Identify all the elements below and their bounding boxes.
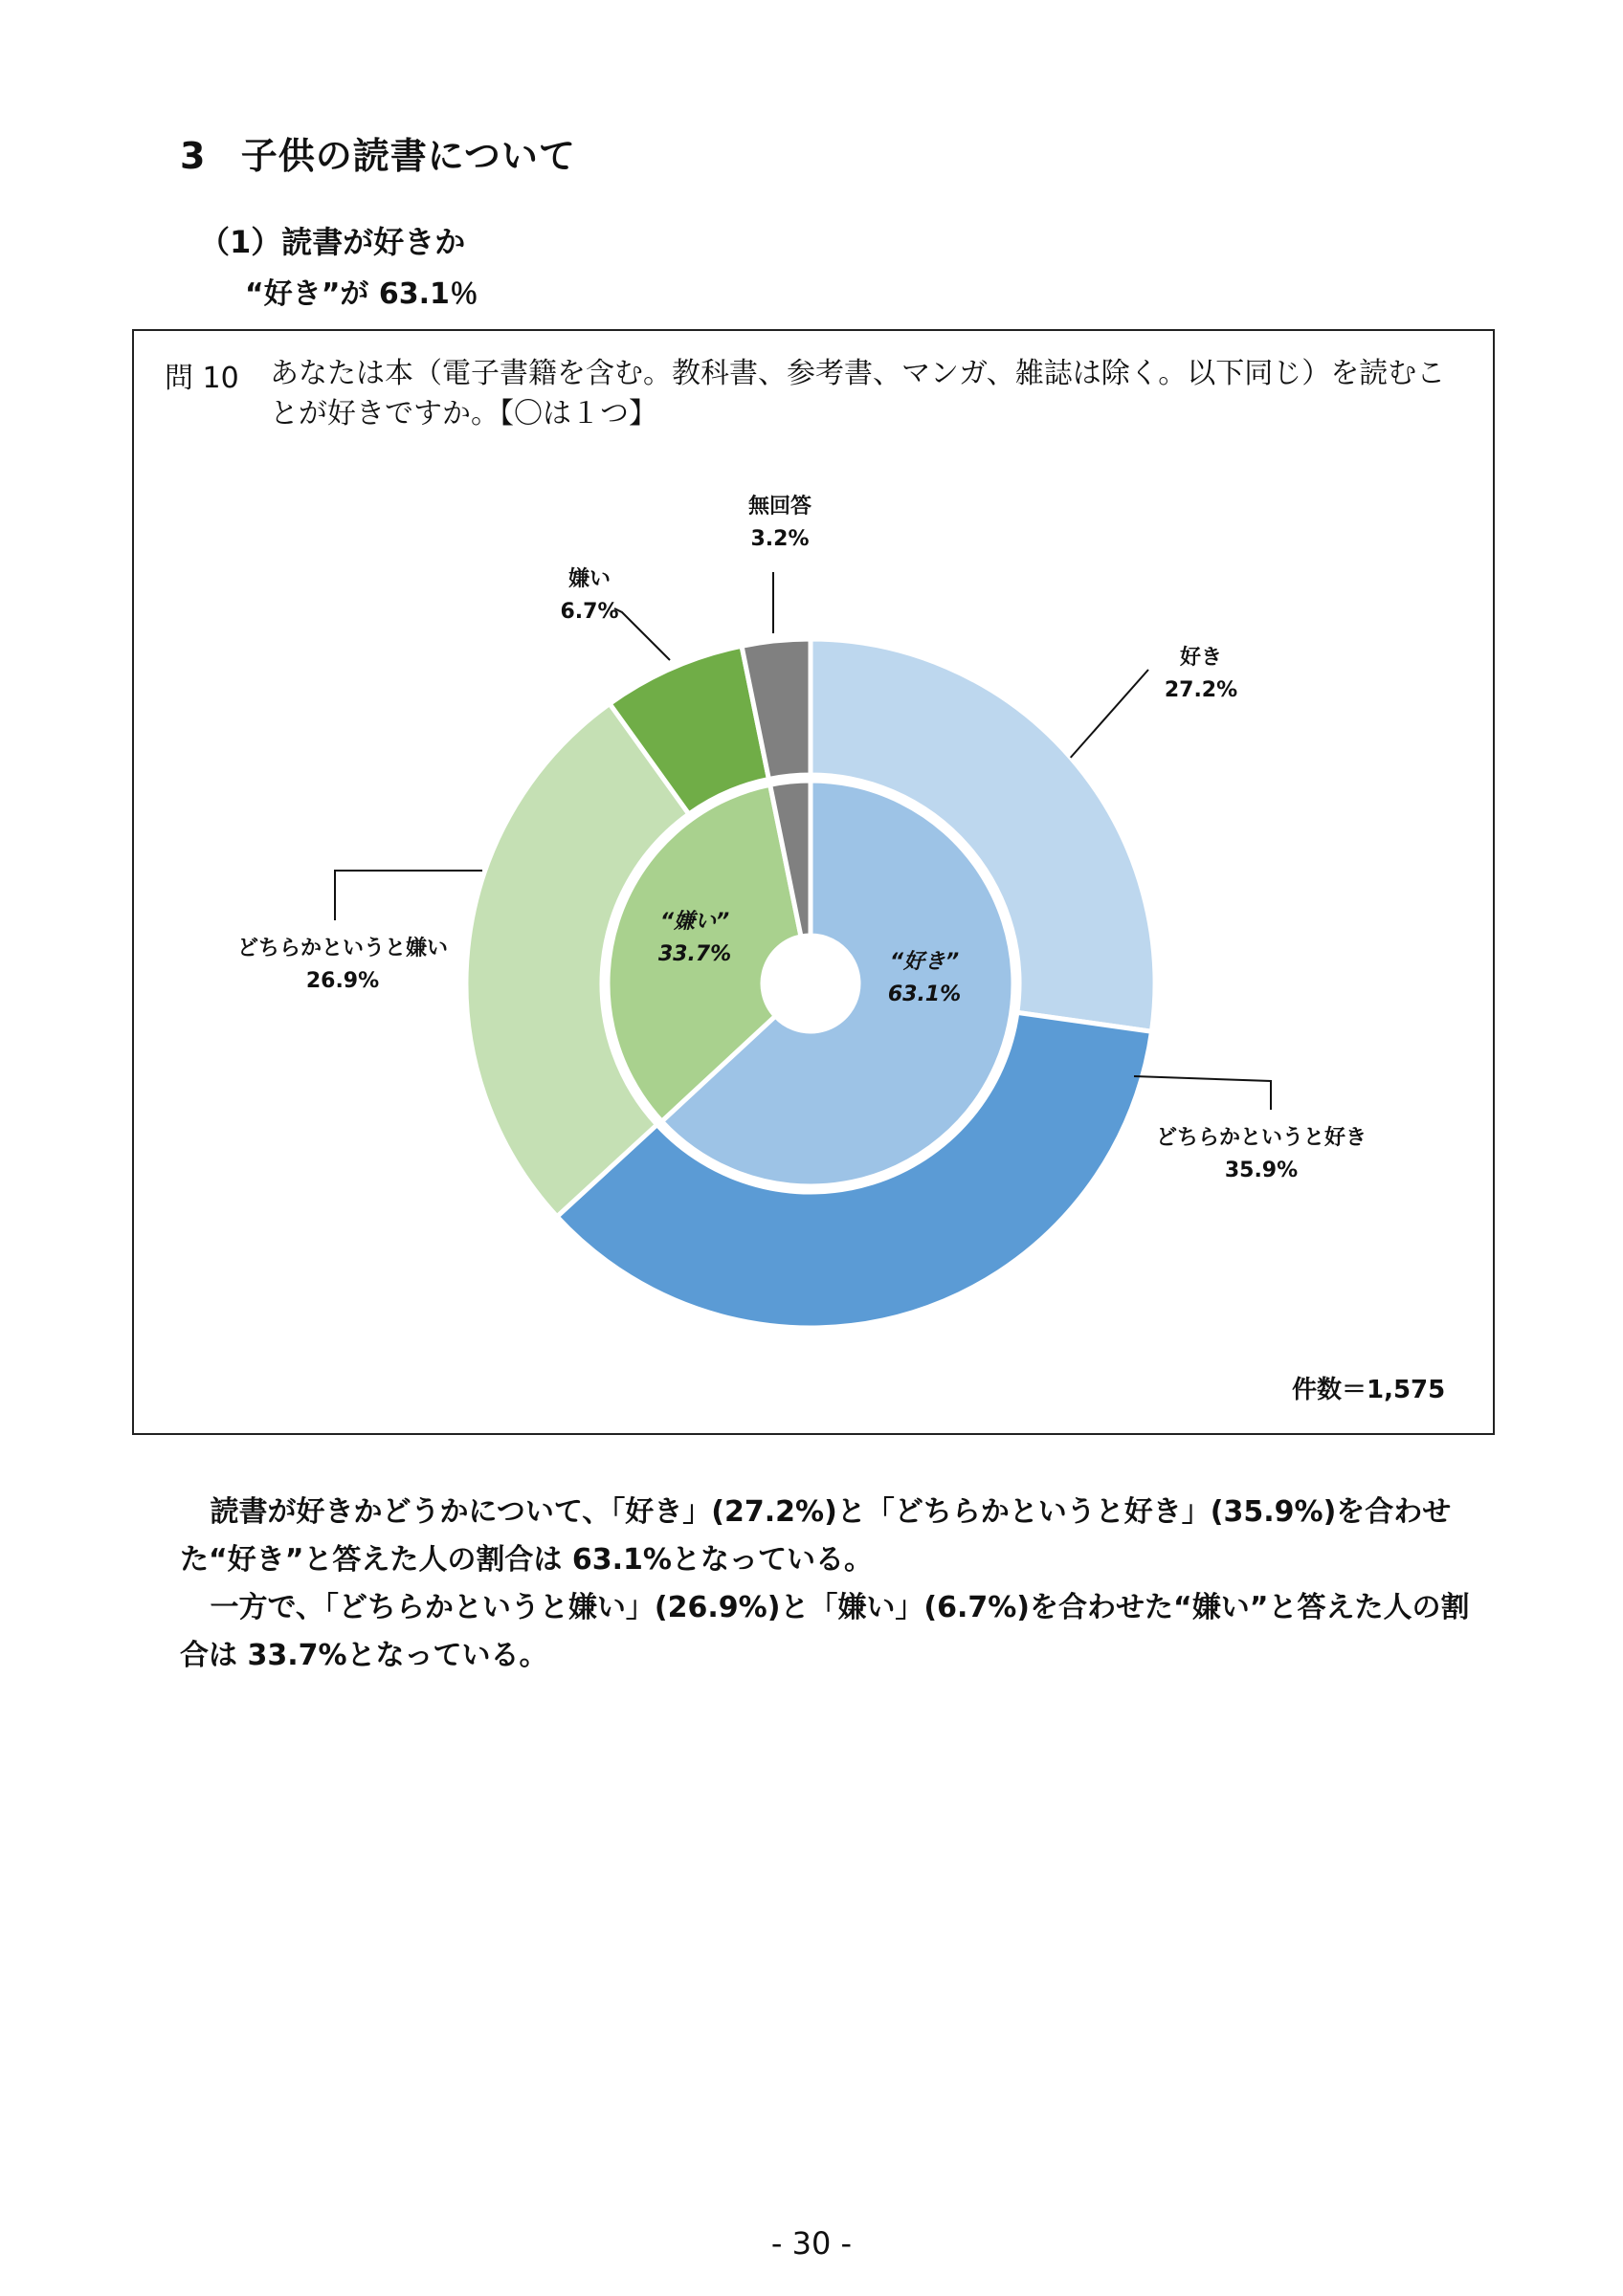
inner-label-2: “嫌い” — [659, 910, 730, 934]
donut-chart — [134, 450, 1474, 1368]
subsection-highlight: “好き”が 63.1％ — [245, 277, 478, 311]
question-text: あなたは本（電子書籍を含む。教科書、参考書、マンガ、雑誌は除く。以下同じ）を読むことが好きですか。【〇は１つ】 — [270, 357, 1446, 430]
label-3: どちらかというと嫌い — [236, 937, 449, 960]
donut-chart-svg — [134, 450, 1474, 1368]
leader-line-4 — [614, 608, 670, 660]
value-label-5: 3.2% — [750, 527, 810, 551]
body-text — [180, 1489, 1481, 1680]
subsection-title: （1）読書が好きか — [199, 224, 466, 260]
value-label-1: 27.2% — [1164, 678, 1238, 702]
inner-label-1: “好き” — [889, 950, 960, 974]
inner-value-label-2: 33.7% — [657, 942, 732, 966]
page-number: - 30 - — [770, 2225, 853, 2262]
value-label-4: 6.7% — [560, 600, 619, 624]
body-paragraph-1: 読書が好きかどうかについて、「好き」(27.2%)と「どちらかというと好き」(35.9%)を合わせた“好き”と答えた人の割合は 63.1%となっている。 — [180, 1495, 1452, 1577]
body-paragraph-2: 一方で、「どちらかというと嫌い」(26.9%)と「嫌い」(6.7%)を合わせた“嫌い”と答えた人の割合は 33.7%となっている。 — [180, 1591, 1470, 1672]
leader-line-2 — [1134, 1076, 1271, 1110]
section-heading: 子供の読書について — [240, 135, 576, 177]
value-label-2: 35.9% — [1224, 1159, 1299, 1182]
label-4: 嫌い — [567, 567, 611, 591]
label-2: どちらかというと好き — [1155, 1126, 1367, 1150]
inner-value-label-1: 63.1% — [887, 982, 962, 1006]
value-label-3: 26.9% — [305, 969, 380, 993]
section-title — [180, 126, 576, 179]
leader-line-3 — [335, 871, 482, 920]
label-1: 好き — [1179, 646, 1223, 670]
question-number: 問 10 — [165, 362, 239, 395]
section-number: 3 — [180, 135, 207, 177]
sample-count: 件数＝1,575 — [1292, 1376, 1446, 1404]
label-5: 無回答 — [747, 495, 812, 519]
leader-line-1 — [1071, 670, 1148, 758]
